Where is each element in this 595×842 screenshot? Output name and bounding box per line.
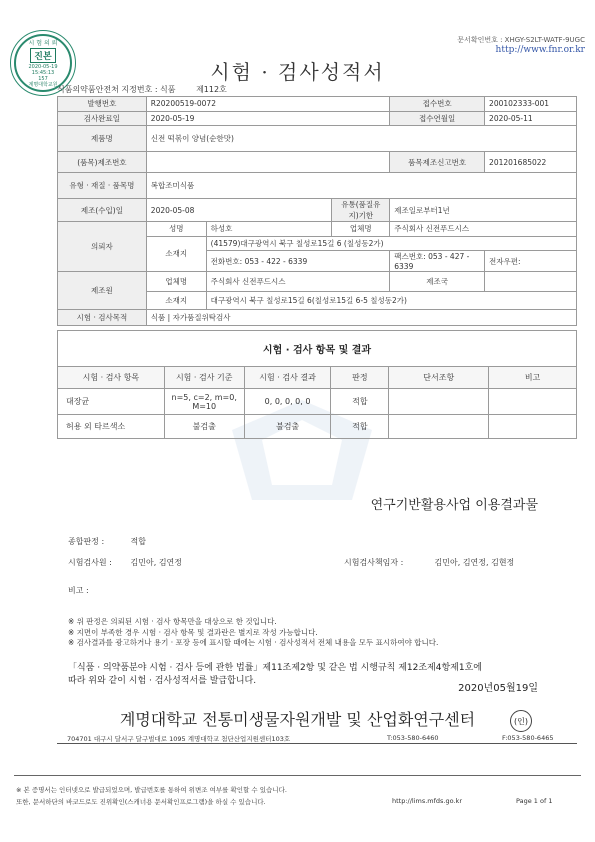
footer-line1: ※ 본 증명서는 인터넷으로 발급되었으며, 발급번호를 통하여 위변조 여부를 확인할 수 있습니다. — [16, 786, 287, 794]
mfr-country-label: 제조국 — [390, 272, 485, 292]
intake-date: 2020-05-11 — [485, 111, 577, 126]
seal-bottom-text: 계명대학교원 — [28, 82, 58, 88]
supervisor-value: 김민아, 김연정, 김현정 — [434, 558, 515, 567]
row-standard: 불검출 — [164, 415, 244, 439]
document-confirm-number: 문서확인번호 : XHGY-S2LT-WATF-9UGC — [457, 36, 585, 44]
legal-line2: 따라 위와 같이 시험 · 검사성적서를 발급합니다. — [68, 676, 257, 686]
supervisor-label: 시험검사책임자 : — [344, 558, 404, 567]
row-result: 불검출 — [244, 415, 331, 439]
seal-main-text: 진본 — [30, 48, 55, 63]
info-table — [57, 96, 577, 326]
row-result: 0, 0, 0, 0, 0 — [244, 389, 331, 415]
overall-judgement — [68, 536, 146, 547]
expiry-label: 유통(품질유지)기한 — [332, 199, 390, 222]
contact-fax: F:053-580-6465 — [502, 734, 554, 742]
remarks-label: 비고 : — [68, 586, 89, 595]
registration-label: 식품의약품안전처 지정번호 : 식품 — [57, 85, 176, 94]
official-stamp: (인) — [510, 710, 532, 732]
document-title: 시험 · 검사성적서 — [210, 60, 385, 84]
row-item: 대장균 — [58, 389, 165, 415]
header-url-link[interactable]: http://www.fnr.or.kr — [495, 45, 585, 55]
seal-code: 157 — [38, 76, 48, 82]
client-fax: 팩스번호: 053 - 427 - 6339 — [390, 251, 485, 272]
header-result: 시험 · 검사 결과 — [244, 367, 331, 389]
contact-tel: T:053-580-6460 — [387, 734, 439, 742]
note-line: ※ 위 판정은 의뢰된 시험 · 검사 항목만을 대상으로 한 것입니다. — [68, 617, 277, 626]
receipt-no-label: 발행번호 — [58, 97, 147, 112]
note-line: ※ 지면이 부족한 경우 시험 · 검사 항목 및 결과란은 별지로 작성 가능합니다. — [68, 627, 318, 637]
supervisor-line — [344, 557, 514, 568]
mfr-address: 대구광역시 북구 칠성로15길 6(칠성로15길 6-5 칠성동2가) — [206, 292, 576, 310]
tester-label: 시험검사원 : — [68, 558, 112, 567]
row-item: 허용 외 타르색소 — [58, 415, 165, 439]
contact-address: 704701 대구시 달서구 달구벌대로 1095 계명대학교 첨단산업지원센터103호 — [67, 735, 291, 743]
mfr-company: 주식회사 신전푸드시스 — [206, 272, 390, 292]
client-company: 주식회사 신전푸드시스 — [390, 222, 577, 237]
notes — [68, 617, 438, 649]
mfg-date-label: 제조(수입)일 — [58, 199, 147, 222]
header-judgement: 판정 — [331, 367, 389, 389]
legal-line1: 「식품 · 의약품분야 시험 · 검사 등에 관한 법률」제11조제2항 및 같은 법 시행규칙 제12조제4항제1호에 — [68, 663, 482, 673]
results-header-row — [58, 367, 577, 389]
company-label: 업체명 — [332, 222, 390, 237]
header-item: 시험 · 검사 항목 — [58, 367, 165, 389]
maker-label: (품목)제조번호 — [58, 152, 147, 173]
intake-no-label: 접수번호 — [390, 97, 485, 112]
page-number: Page 1 of 1 — [516, 797, 553, 805]
row-standard-line1: n=5, c=2, m=0, — [171, 392, 237, 402]
type-value: 복합조미식품 — [146, 173, 576, 199]
footer-divider — [14, 775, 581, 776]
mfr-company-label: 업체명 — [146, 272, 206, 292]
client-phone: 전화번호: 053 - 422 - 6339 — [206, 251, 390, 272]
registration-value: 제112호 — [196, 85, 227, 94]
client-address: (41579)대구광역시 북구 칠성로15길 6 (칠성동2가) — [206, 236, 576, 251]
header-note: 비고 — [489, 367, 577, 389]
mfr-country — [485, 272, 577, 292]
results-section-title: 시험 · 검사 항목 및 결과 — [57, 330, 577, 366]
name-label: 성명 — [146, 222, 206, 237]
row-note — [489, 415, 577, 439]
intake-no: 200102333-001 — [485, 97, 577, 112]
seal-top-text: 시 험 의 뢰 — [28, 40, 58, 47]
note-line: ※ 검사결과를 광고하거나 용기 · 포장 등에 표시할 때에는 시험 · 검사성적서 전체 내용을 모두 표시하여야 합니다. — [68, 638, 439, 647]
issuing-organization: 계명대학교 전통미생물자원개발 및 산업화연구센터 — [119, 710, 476, 729]
test-done-label: 검사완료일 — [58, 111, 147, 126]
mfr-address-label: 소재지 — [146, 292, 206, 310]
overall-label: 종합판정 : — [68, 537, 105, 546]
research-program-label: 연구기반활용사업 이용결과물 — [370, 498, 538, 513]
footer-line2-row — [16, 797, 576, 806]
results-table — [57, 366, 577, 439]
contact-bar — [57, 732, 577, 744]
manufacturer-label: 제조원 — [58, 272, 147, 310]
type-label: 유형 · 재질 · 품목명 — [58, 173, 147, 199]
mfg-date: 2020-05-08 — [146, 199, 332, 222]
purpose-label: 시험 · 검사목적 — [58, 310, 147, 326]
tester-value: 김민아, 김연정 — [130, 558, 183, 567]
seal-time: 15:45:13 — [31, 70, 55, 76]
report-no-label: 품목제조신고번호 — [390, 152, 485, 173]
header-standard: 시험 · 검사 기준 — [164, 367, 244, 389]
expiry-value: 제조일로부터1년 — [390, 199, 577, 222]
header-clause: 단서조항 — [389, 367, 489, 389]
address-label: 소재지 — [146, 236, 206, 272]
maker-value — [146, 152, 389, 173]
row-clause — [389, 389, 489, 415]
report-no: 201201685022 — [485, 152, 577, 173]
row-note — [489, 389, 577, 415]
seal-date: 2020-05-19 — [28, 64, 58, 70]
receipt-no: R20200519-0072 — [146, 97, 389, 112]
test-done: 2020-05-19 — [146, 111, 389, 126]
client-label: 의뢰자 — [58, 222, 147, 272]
client-name: 하성호 — [206, 222, 332, 237]
issue-date: 2020년05월19일 — [458, 683, 538, 694]
product-label: 제품명 — [58, 126, 147, 152]
table-row — [58, 389, 577, 415]
row-judgement: 적합 — [331, 389, 389, 415]
table-row — [58, 415, 577, 439]
client-email-label: 전자우편: — [485, 251, 577, 272]
tester-line — [68, 557, 182, 568]
product-name: 신전 떡볶이 양념(순한맛) — [146, 126, 576, 152]
registration-number — [57, 84, 245, 95]
row-standard — [164, 389, 244, 415]
overall-value: 적합 — [130, 537, 147, 546]
footer-url-link[interactable]: http://lims.mfds.go.kr — [392, 797, 462, 805]
row-clause — [389, 415, 489, 439]
intake-date-label: 접수연월일 — [390, 111, 485, 126]
row-standard-line2: M=10 — [192, 401, 217, 411]
row-judgement: 적합 — [331, 415, 389, 439]
footer-line2: 또한, 문서하단의 바코드로도 진위확인(스캐너용 문서확인프로그램)을 하실 수 있습니다. — [16, 798, 266, 806]
purpose-value: 식품 | 자가품질위탁검사 — [146, 310, 576, 326]
